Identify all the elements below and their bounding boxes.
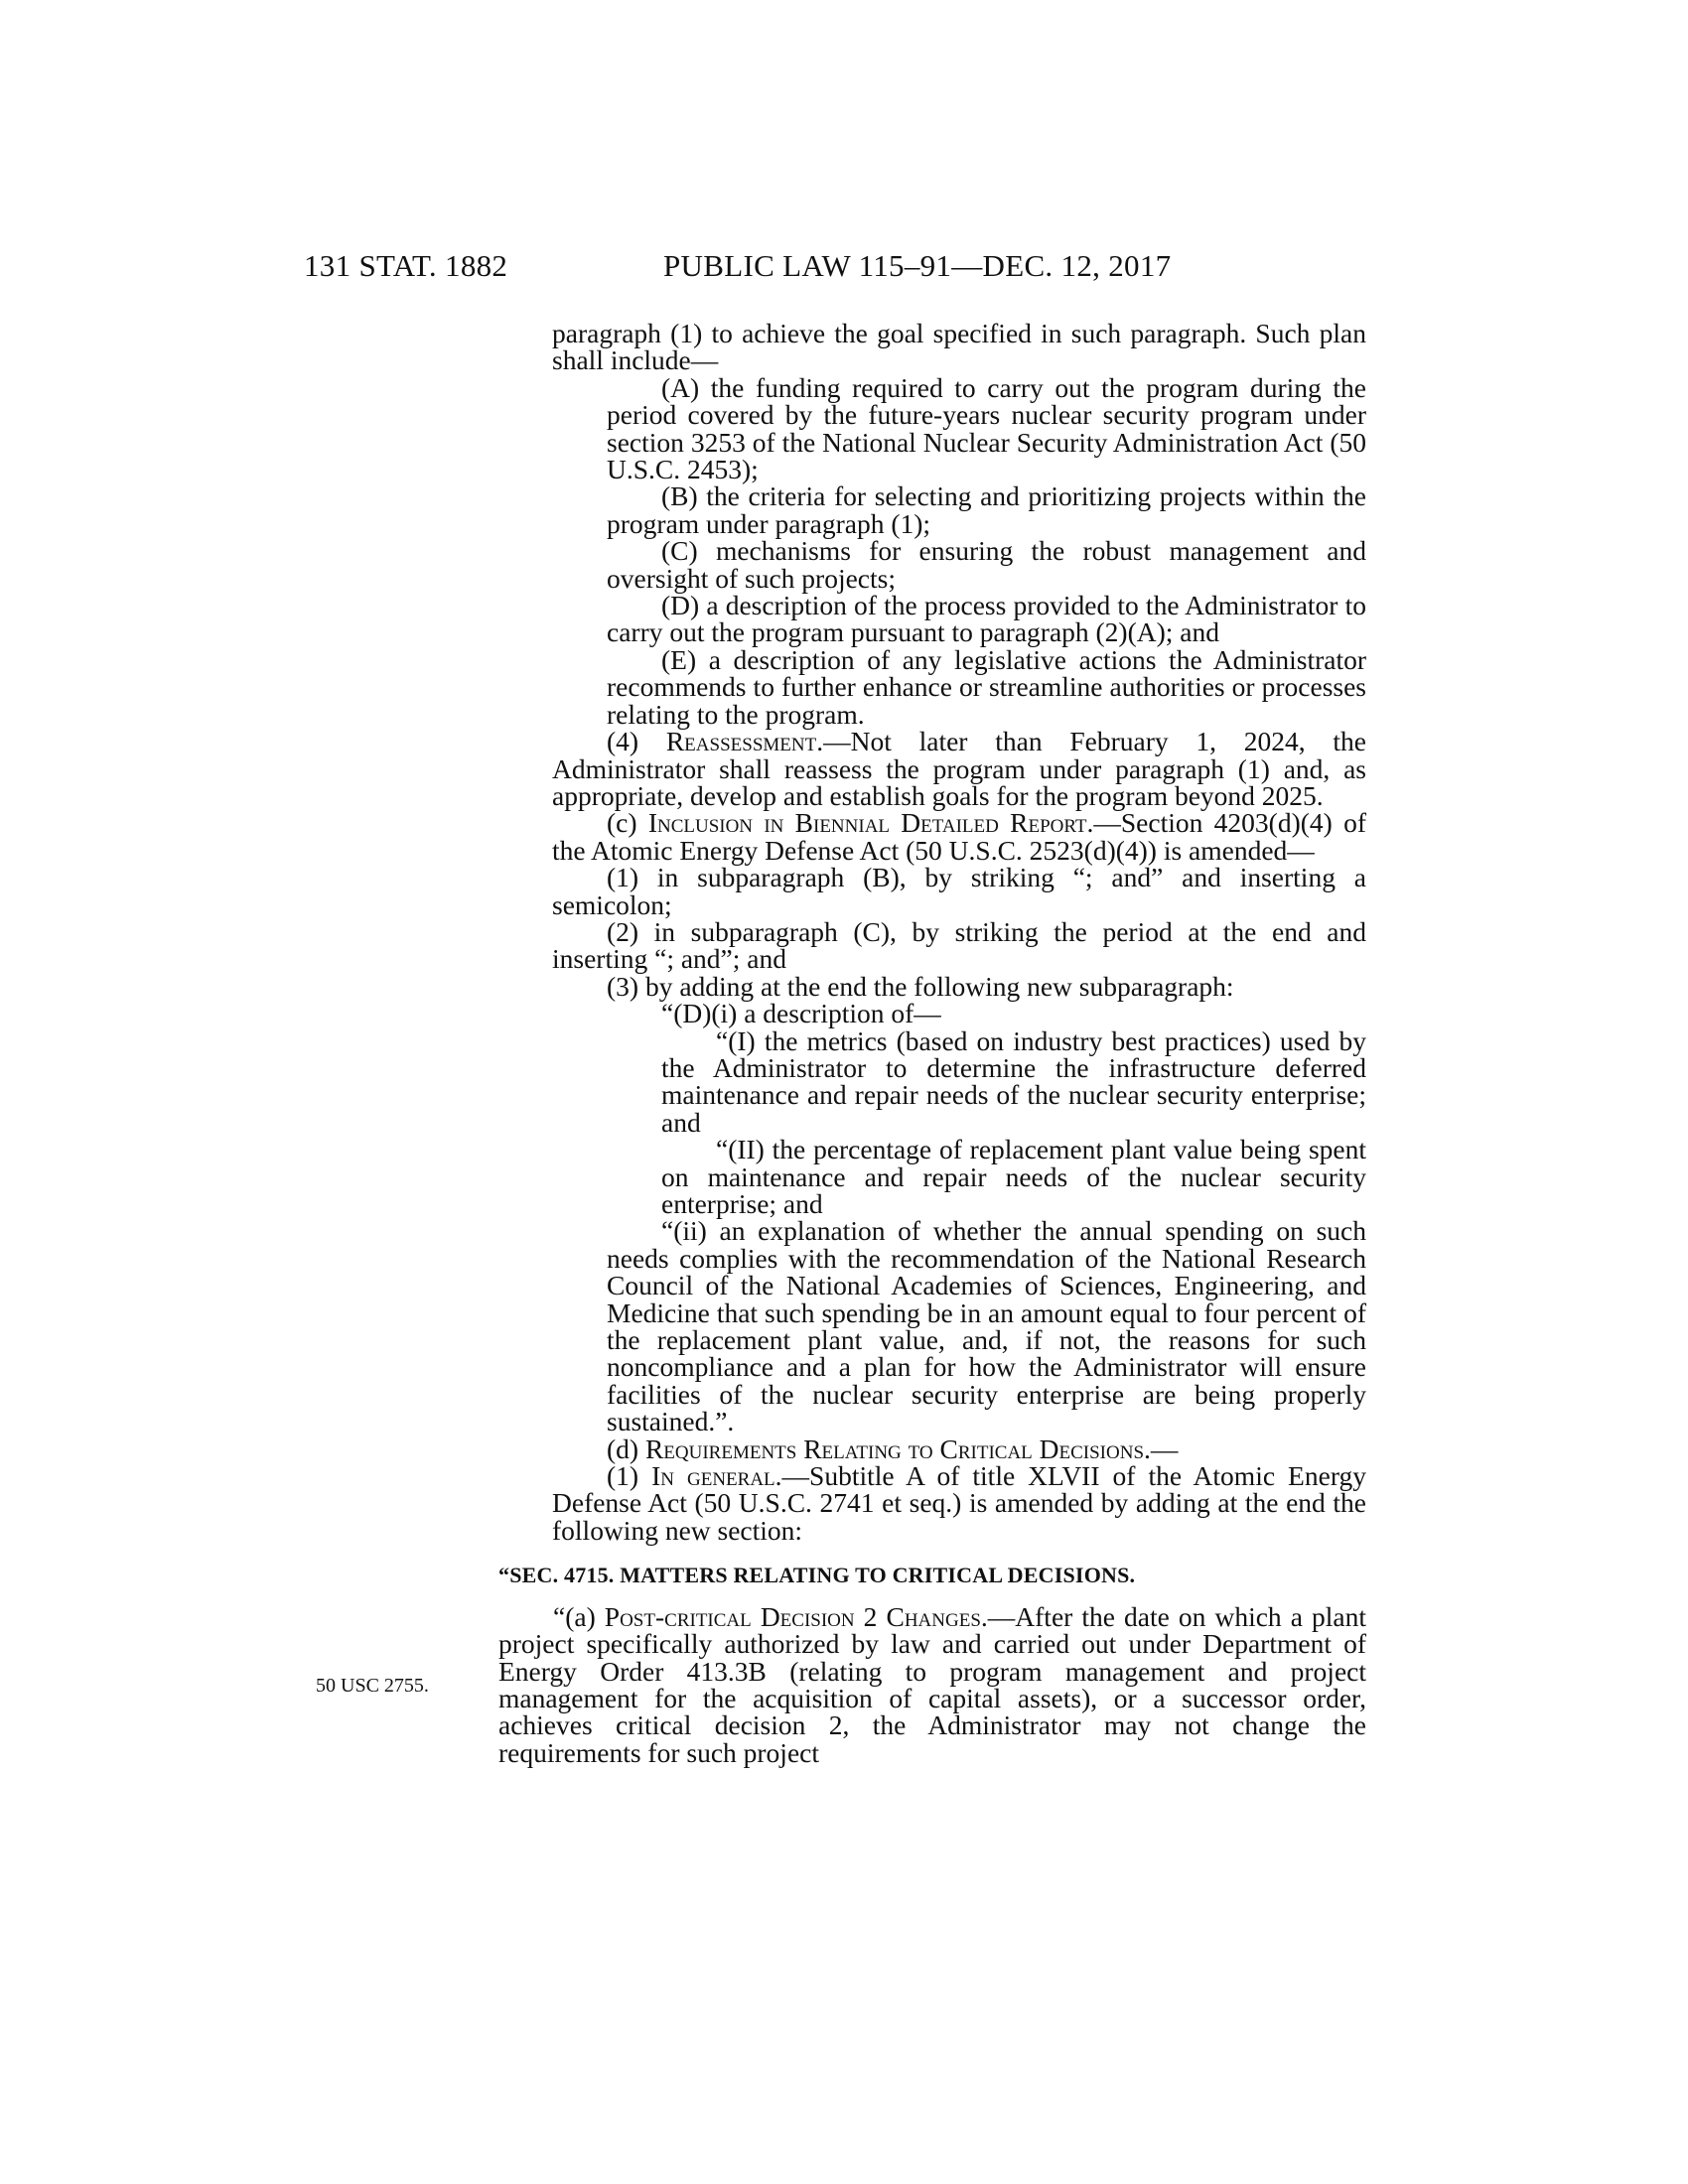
subsection-d <box>552 1435 1366 1462</box>
subsection-a-heading: Post-critical Decision 2 Changes <box>604 1600 981 1632</box>
page-header-title: PUBLIC LAW 115–91—DEC. 12, 2017 <box>663 248 1172 283</box>
subsection-c-number: (c) <box>607 807 648 839</box>
paragraph-c2: (2) in subparagraph (C), by striking the period at the end and inserting “; and”; and <box>552 915 1366 975</box>
paragraph-4-reassessment <box>552 728 1366 809</box>
paragraph-D: (D) a description of the process provided to the Administrator to carry out the program pursuant to paragraph (2)(A); and <box>607 590 1366 648</box>
subsection-a-number: “(a) <box>553 1600 605 1632</box>
paragraph-4-number: (4) <box>607 726 666 757</box>
paragraph-d1 <box>552 1462 1366 1544</box>
paragraph-B: (B) the criteria for selecting and prioritizing projects within the program under paragraph (1); <box>607 480 1366 539</box>
paragraph-c3: (3) by adding at the end the following new subparagraph: <box>607 970 1234 1002</box>
subsection-c <box>552 809 1366 864</box>
paragraph-c1: (1) in subparagraph (B), by striking “; and” and inserting a semicolon; <box>552 862 1366 920</box>
paragraph-d1-body: .—Subtitle A of title XLVII of the Atomic Energy Defense Act (50 U.S.C. 2741 et seq.) is amended by adding at the end the following new section: <box>552 1460 1366 1546</box>
paragraph-d1-number: (1) <box>607 1460 652 1492</box>
paragraph-A: (A) the funding required to carry out the program during the period covered by the future-years nuclear security program under section 3253 of the National Nuclear Security Administration Act (50 U.S.C. 2453); <box>607 371 1366 485</box>
clause-ii: “(ii) an explanation of whether the annual spending on such needs complies with the recommendation of the National Research Council of the National Academies of Sciences, Engineering, and Medicine that such spending be in an amount equal to four percent of the replacement plant value, and, if not, the reasons for such noncompliance and a plan for how the Administrator will ensure facilities of the nuclear security enterprise are being properly sustained.”. <box>607 1215 1366 1437</box>
subsection-a <box>498 1600 1366 1768</box>
paragraph-E: (E) a description of any legislative actions the Administrator recommends to further enhance or streamline authorities or processes relating to the program. <box>607 643 1366 730</box>
document-body <box>498 318 1366 1768</box>
clause-I: “(I) the metrics (based on industry best practices) used by the Administrator to determine the infrastructure deferred maintenance and repair needs of the nuclear security enterprise; and <box>661 1024 1366 1138</box>
clause-II: “(II) the percentage of replacement plant value being spent on maintenance and repair needs of the nuclear security enterprise; and <box>661 1134 1366 1219</box>
subsection-d-number: (d) <box>607 1433 645 1464</box>
subsection-a-body: .—After the date on which a plant project specifically authorized by law and carried out under Department of Energy Order 413.3B (relating to program management and project management for the acquisition of capital assets), or a successor order, achieves critical decision 2, the Administrator may not change the requirements for such project <box>498 1600 1366 1768</box>
subsection-d-heading: Requirements Relating to Critical Decisions <box>644 1433 1145 1464</box>
section-heading: “SEC. 4715. MATTERS RELATING TO CRITICAL DECISIONS. <box>498 1563 1136 1588</box>
subsection-c-body: .—Section 4203(d)(4) of the Atomic Energy Defense Act (50 U.S.C. 2523(d)(4)) is amended— <box>552 807 1366 866</box>
paragraph-D-i: “(D)(i) a description of— <box>661 998 941 1029</box>
subsection-d-body: .— <box>1144 1433 1179 1464</box>
paragraph-C: (C) mechanisms for ensuring the robust management and oversight of such projects; <box>607 535 1366 594</box>
subsection-c-heading: Inclusion in Biennial Detailed Report <box>647 807 1087 839</box>
stat-citation: 131 STAT. 1882 <box>304 248 508 283</box>
margin-citation: 50 USC 2755. <box>316 1675 429 1697</box>
paragraph-d1-heading: In general <box>651 1460 775 1492</box>
paragraph-4-body: .—Not later than February 1, 2024, the Administrator shall reassess the program under paragraph (1) and, as appropriate, develop and establish goals for the program beyond 2025. <box>552 726 1366 811</box>
paragraph-4-heading: Reassessment <box>665 726 817 757</box>
paragraph-intro: paragraph (1) to achieve the goal specified in such paragraph. Such plan shall include— <box>552 318 1366 376</box>
